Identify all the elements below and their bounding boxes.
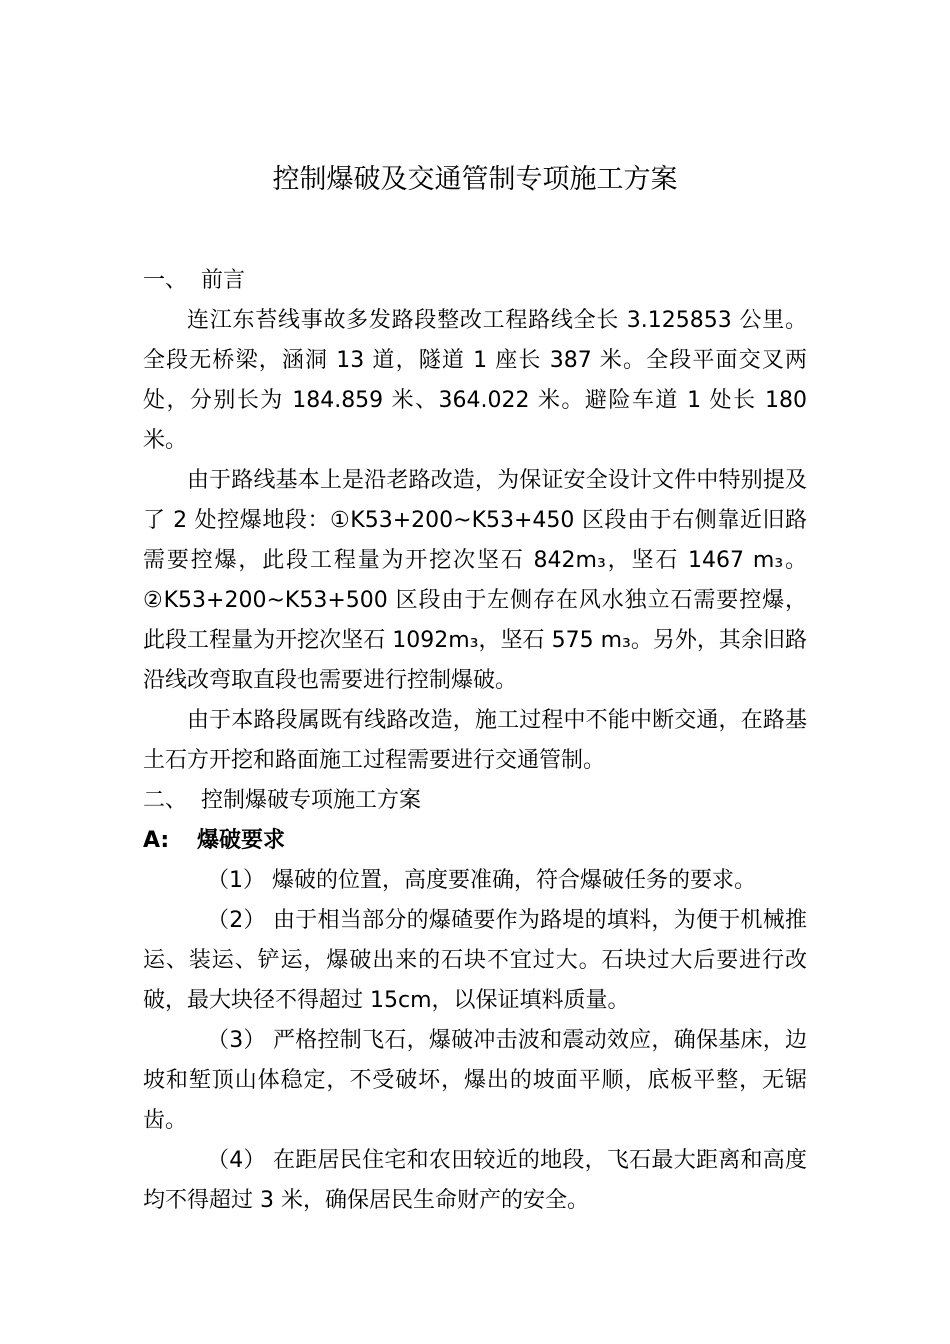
section-1-heading [143,261,807,301]
requirement-item-4: （4） 在距居民住宅和农田较近的地段，飞石最大距离和高度均不得超过 3 米，确保居民生命财产的安全。 [143,1148,807,1213]
section-1-number: 一、 [143,268,188,293]
requirement-item-3: （3） 严格控制飞石，爆破冲击波和震动效应，确保基床，边坡和堑顶山体稳定，不受破坏，爆出的坡面平顺，底板平整，无锯齿。 [143,1028,807,1133]
subsection-a-label: A: [143,828,170,853]
section-2-heading [143,781,807,821]
requirement-item-1: （1） 爆破的位置，高度要准确，符合爆破任务的要求。 [207,868,756,893]
document-title: 控制爆破及交通管制专项施工方案 [272,164,678,195]
section-2-title: 控制爆破专项施工方案 [201,788,422,813]
document-body [143,261,807,1221]
subsection-a-heading [143,821,807,861]
section-1-paragraph-3: 由于本路段属既有线路改造，施工过程中不能中断交通，在路基土石方开挖和路面施工过程需要进行交通管制。 [143,708,807,773]
subsection-a-title: 爆破要求 [197,828,286,853]
section-1-paragraph-2: 由于路线基本上是沿老路改造，为保证安全设计文件中特别提及了 2 处控爆地段：①K53+200~K53+450 区段由于右侧靠近旧路需要控爆，此段工程量为开挖次坚石 842m₃，坚石 1467 m₃。②K53+200~K53+500 区段由于左侧存在风水独立石需要控爆，此段工程量为开挖次坚石 1092m₃，坚石 575 m₃。另外，其余旧路沿线改弯取直段也需要进行控制爆破。 [143,468,807,693]
section-1-title: 前言 [201,268,246,293]
section-2-number: 二、 [143,788,188,813]
section-1-paragraph-1: 连江东苔线事故多发路段整改工程路线全长 3.125853 公里。全段无桥梁，涵洞 13 道，隧道 1 座长 387 米。全段平面交叉两处，分别长为 184.859 米、364.022 米。避险车道 1 处长 180 米。 [143,308,807,453]
requirement-item-2: （2） 由于相当部分的爆碴要作为路堤的填料，为便于机械推运、装运、铲运，爆破出来的石块不宜过大。石块过大后要进行改破，最大块径不得超过 15cm，以保证填料质量。 [143,908,807,1013]
